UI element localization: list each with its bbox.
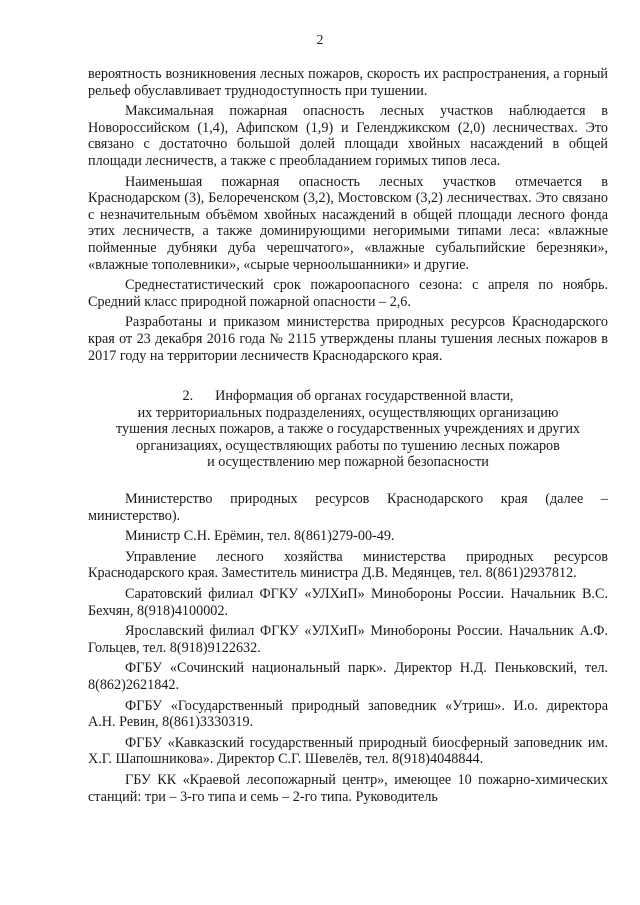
section-title-line: Информация об органах государственной власти,	[215, 388, 514, 405]
paragraph-forestry-department: Управление лесного хозяйства министерства природных ресурсов Краснодарского края. Заместитель министра Д.В. Медянцев, тел. 8(861)2937812.	[88, 548, 608, 582]
paragraph-sochi-park: ФГБУ «Сочинский национальный парк». Директор Н.Д. Пеньковский, тел. 8(862)2621842.	[88, 660, 608, 693]
paragraph-fire-plans: Разработаны и приказом министерства природных ресурсов Краснодарского края от 23 декабря 2016 года № 2115 утверждены планы тушения лесных пожаров в 2017 году на территории лесничеств Краснодарского края.	[88, 314, 608, 364]
page-number: 2	[316, 33, 324, 48]
paragraph-minister: Министр С.Н. Ерёмин, тел. 8(861)279-00-49.	[125, 528, 395, 545]
paragraph-continuation: вероятность возникновения лесных пожаров, скорость их распространения, а горный рельеф обуславливает труднодоступность при тушении.	[88, 66, 608, 99]
paragraph-saratov-branch: Саратовский филиал ФГКУ «УЛХиП» Минобороны России. Начальник В.С. Бехчян, 8(918)4100002.	[88, 586, 608, 619]
paragraph-max-fire-danger: Максимальная пожарная опасность лесных участков наблюдается в Новороссийском (1,4), Афипском (1,9) и Геленджикском (2,0) лесничествах. Это связано с достаточно большой долей площади хвойных насаждений в общей площади лесничеств, а также с преобладанием горимых типов леса.	[88, 103, 608, 169]
section-title-line: тушения лесных пожаров, а также о государственных учреждениях и других	[115, 421, 581, 438]
paragraph-fire-season: Среднестатистический срок пожароопасного сезона: с апреля по ноябрь. Средний класс природной пожарной опасности – 2,6.	[88, 277, 608, 310]
section-title-line: и осуществлению мер пожарной безопасности	[207, 454, 489, 471]
paragraph-utrish-reserve: ФГБУ «Государственный природный заповедник «Утриш». И.о. директора А.Н. Ревин, 8(861)3330319.	[88, 697, 608, 731]
section-title-line: организациях, осуществляющих работы по тушению лесных пожаров	[136, 437, 560, 454]
section-title-line: их территориальных подразделениях, осуществляющих организацию	[137, 404, 559, 421]
paragraph-ministry: Министерство природных ресурсов Краснодарского края (далее – министерство).	[88, 491, 608, 524]
paragraph-yaroslavl-branch: Ярославский филиал ФГКУ «УЛХиП» Минобороны России. Начальник А.Ф. Гольцев, тел. 8(918)9122632.	[88, 623, 608, 656]
document-body	[88, 66, 608, 805]
paragraph-min-fire-danger: Наименьшая пожарная опасность лесных участков отмечается в Краснодарском (3), Белореченском (3,2), Мостовском (3,2) лесничествах. Это связано с незначительным объёмом хвойных насаждений в общей площади лесного фонда этих лесничеств, а также доминирующими негоримыми типами леса: «влажные пойменные дубняки дуба черешчатого», «влажные субальпийские березняки», «влажные тополевники», «сырые черноольшанники» и другие.	[88, 173, 608, 273]
section-number: 2.	[182, 388, 194, 405]
section-heading-line	[88, 388, 608, 405]
paragraph-fire-center: ГБУ КК «Краевой лесопожарный центр», имеющее 10 пожарно-химических станций: три – 3-го типа и семь – 2-го типа. Руководитель	[88, 771, 608, 805]
section-heading	[88, 388, 608, 471]
paragraph-caucasus-reserve: ФГБУ «Кавказский государственный природный биосферный заповедник им. Х.Г. Шапошникова». Директор С.Г. Шевелёв, тел. 8(918)4048844.	[88, 734, 608, 768]
